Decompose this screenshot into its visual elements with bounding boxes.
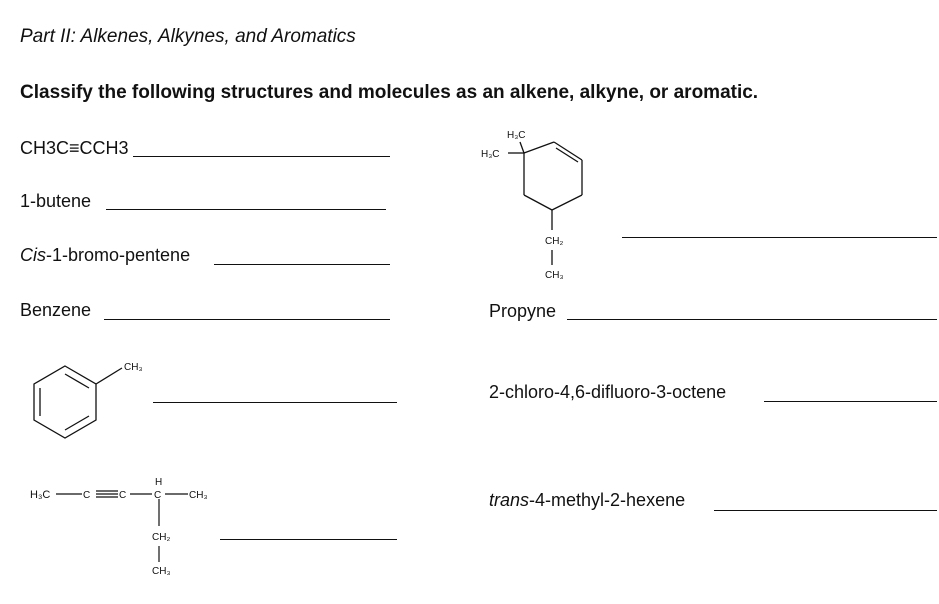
- question-label-cis-prefix: Cis: [20, 245, 46, 265]
- answer-blank-6[interactable]: [764, 401, 937, 402]
- question-label-benzene: Benzene: [20, 300, 92, 320]
- question-label-trans-prefix: trans: [489, 490, 530, 510]
- question-label-trans-rest: -4-methyl-2-hexene: [529, 490, 686, 510]
- question-label-2-chloro-4-6-difluoro-3-octene: 2-chloro-4,6-difluoro-3-octene: [489, 382, 727, 402]
- answer-blank-5[interactable]: [567, 319, 937, 320]
- cyclohexene-ch3: CH₃: [545, 270, 564, 281]
- alkyne-c1: C: [83, 490, 91, 501]
- question-label-cis-rest: -1-bromo-pentene: [46, 245, 191, 265]
- question-label-trans-4-methyl-2-hexene: [489, 490, 685, 511]
- aromatic-inner-bond: [65, 416, 89, 430]
- alkyne-h: H: [155, 477, 163, 488]
- alkyne-c3: C: [154, 490, 162, 501]
- answer-blank-7[interactable]: [714, 510, 937, 511]
- alkyne-ch3: CH₃: [152, 566, 171, 577]
- part-title: Part II: Alkenes, Alkynes, and Aromatics: [20, 26, 356, 47]
- answer-blank-alkyne-structure[interactable]: [220, 539, 397, 540]
- ring-bond: [524, 195, 552, 210]
- alkyne-right-methyl: CH₃: [189, 490, 208, 501]
- benzene-ring: [34, 366, 96, 438]
- cyclohexene-structure: [470, 120, 610, 290]
- answer-blank-1[interactable]: [133, 156, 390, 157]
- alkyne-ch2: CH₂: [152, 532, 171, 543]
- alkyne-structure: [20, 470, 240, 595]
- cyclohexene-left-methyl: H₃C: [481, 149, 500, 160]
- toluene-methyl: CH₃: [124, 362, 143, 373]
- methyl-bond: [96, 368, 122, 384]
- aromatic-inner-bond: [65, 374, 89, 388]
- answer-blank-toluene[interactable]: [153, 402, 397, 403]
- alkyne-c2: C: [119, 490, 127, 501]
- answer-blank-2[interactable]: [106, 209, 386, 210]
- question-label-1-butene: 1-butene: [20, 191, 92, 211]
- question-label-ch3cccch3: CH3C≡CCH3: [20, 138, 129, 158]
- instructions: Classify the following structures and molecules as an alkene, alkyne, or aromatic.: [20, 82, 759, 103]
- ring-bond: [524, 142, 554, 153]
- answer-blank-3[interactable]: [214, 264, 390, 265]
- question-label-propyne: Propyne: [489, 301, 557, 321]
- cyclohexene-top-methyl: H₃C: [507, 130, 526, 141]
- toluene-structure: [20, 355, 160, 455]
- answer-blank-cyclohexene[interactable]: [622, 237, 937, 238]
- question-label-cis-1-bromo-pentene: [20, 245, 190, 266]
- ring-bond: [552, 195, 582, 210]
- methyl-bond-top: [520, 142, 524, 153]
- cyclohexene-ch2: CH₂: [545, 236, 564, 247]
- alkyne-left-methyl: H₃C: [30, 489, 51, 501]
- answer-blank-4[interactable]: [104, 319, 390, 320]
- ring-double-bond: [554, 142, 582, 160]
